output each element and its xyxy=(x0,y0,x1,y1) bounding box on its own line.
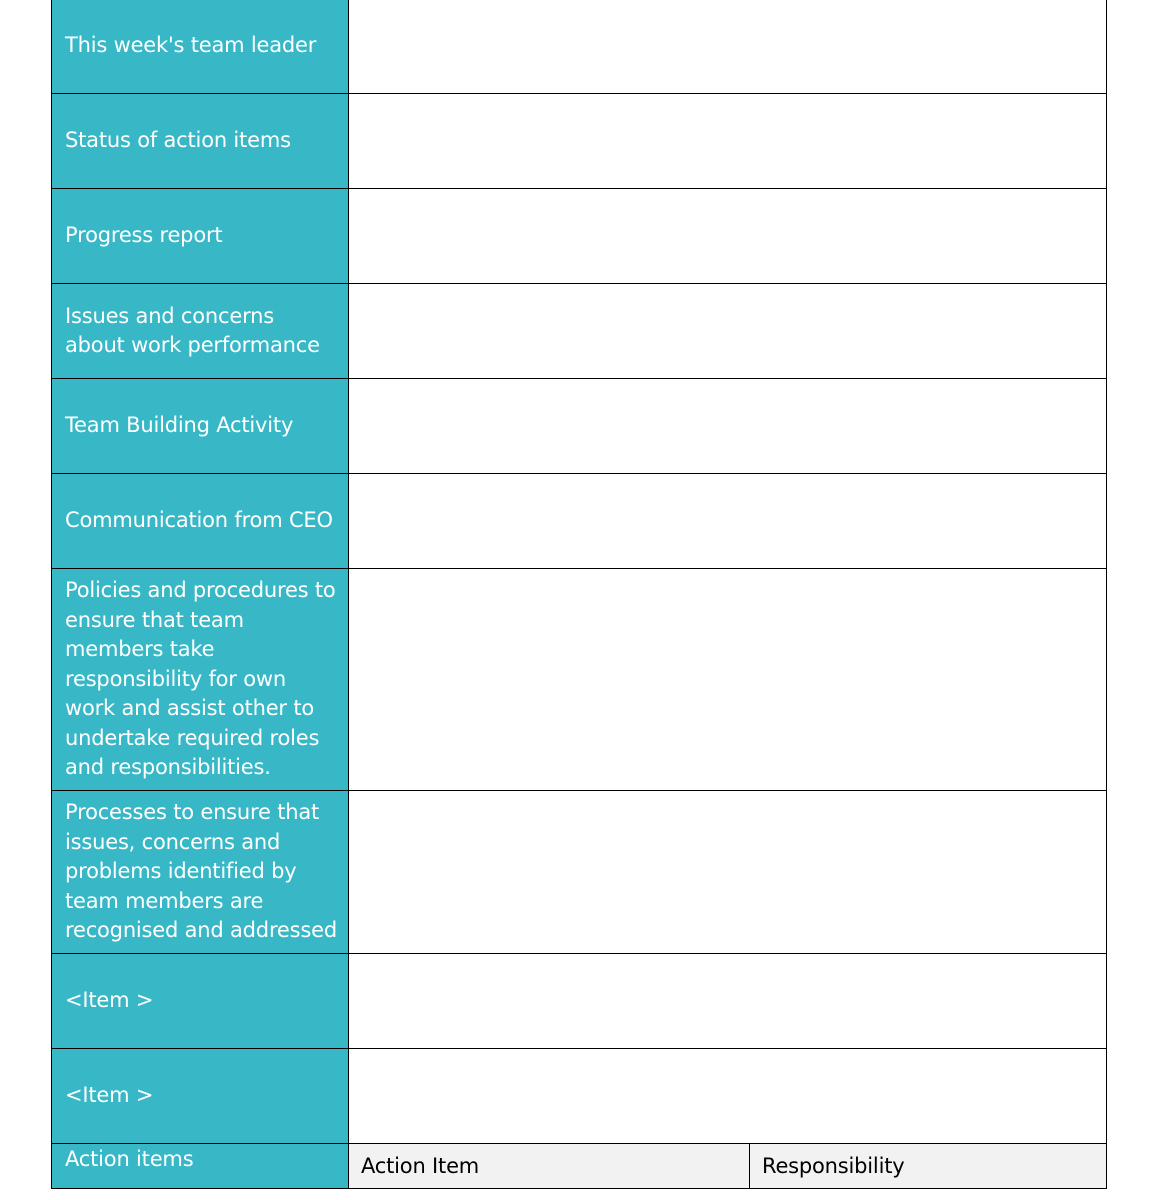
row-label: <Item > xyxy=(52,954,349,1049)
row-label: Policies and procedures to ensure that team members take responsibility for own work and assist other to undertake required roles and responsibilities. xyxy=(52,569,349,791)
processes-entry-cell[interactable] xyxy=(349,791,1107,954)
row-label: Status of action items xyxy=(52,94,349,189)
agenda-row-team-leader xyxy=(52,0,1107,94)
meeting-agenda-table xyxy=(51,0,1107,1189)
ceo-communication-entry-cell[interactable] xyxy=(349,474,1107,569)
agenda-row-action-items xyxy=(52,1144,1107,1189)
policies-entry-cell[interactable] xyxy=(349,569,1107,791)
responsibility-column-header: Responsibility xyxy=(750,1144,1107,1189)
agenda-row-progress-report xyxy=(52,189,1107,284)
row-label: Team Building Activity xyxy=(52,379,349,474)
agenda-row-item xyxy=(52,1049,1107,1144)
team-building-entry-cell[interactable] xyxy=(349,379,1107,474)
issues-entry-cell[interactable] xyxy=(349,284,1107,379)
action-items-label: Action items xyxy=(52,1144,349,1189)
row-label: Progress report xyxy=(52,189,349,284)
row-label: <Item > xyxy=(52,1049,349,1144)
agenda-row-issues-concerns xyxy=(52,284,1107,379)
status-entry-cell[interactable] xyxy=(349,94,1107,189)
item-entry-cell[interactable] xyxy=(349,1049,1107,1144)
row-label: Communication from CEO xyxy=(52,474,349,569)
action-item-column-header: Action Item xyxy=(349,1144,750,1189)
agenda-row-policies xyxy=(52,569,1107,791)
agenda-row-status-action-items xyxy=(52,94,1107,189)
agenda-row-processes xyxy=(52,791,1107,954)
item-entry-cell[interactable] xyxy=(349,954,1107,1049)
agenda-row-team-building xyxy=(52,379,1107,474)
agenda-row-ceo-communication xyxy=(52,474,1107,569)
team-leader-entry-cell[interactable] xyxy=(349,0,1107,94)
row-label: Processes to ensure that issues, concerns and problems identified by team members are recognised and addressed xyxy=(52,791,349,954)
progress-entry-cell[interactable] xyxy=(349,189,1107,284)
agenda-row-item xyxy=(52,954,1107,1049)
row-label: This week's team leader xyxy=(52,0,349,94)
row-label: Issues and concerns about work performance xyxy=(52,284,349,379)
